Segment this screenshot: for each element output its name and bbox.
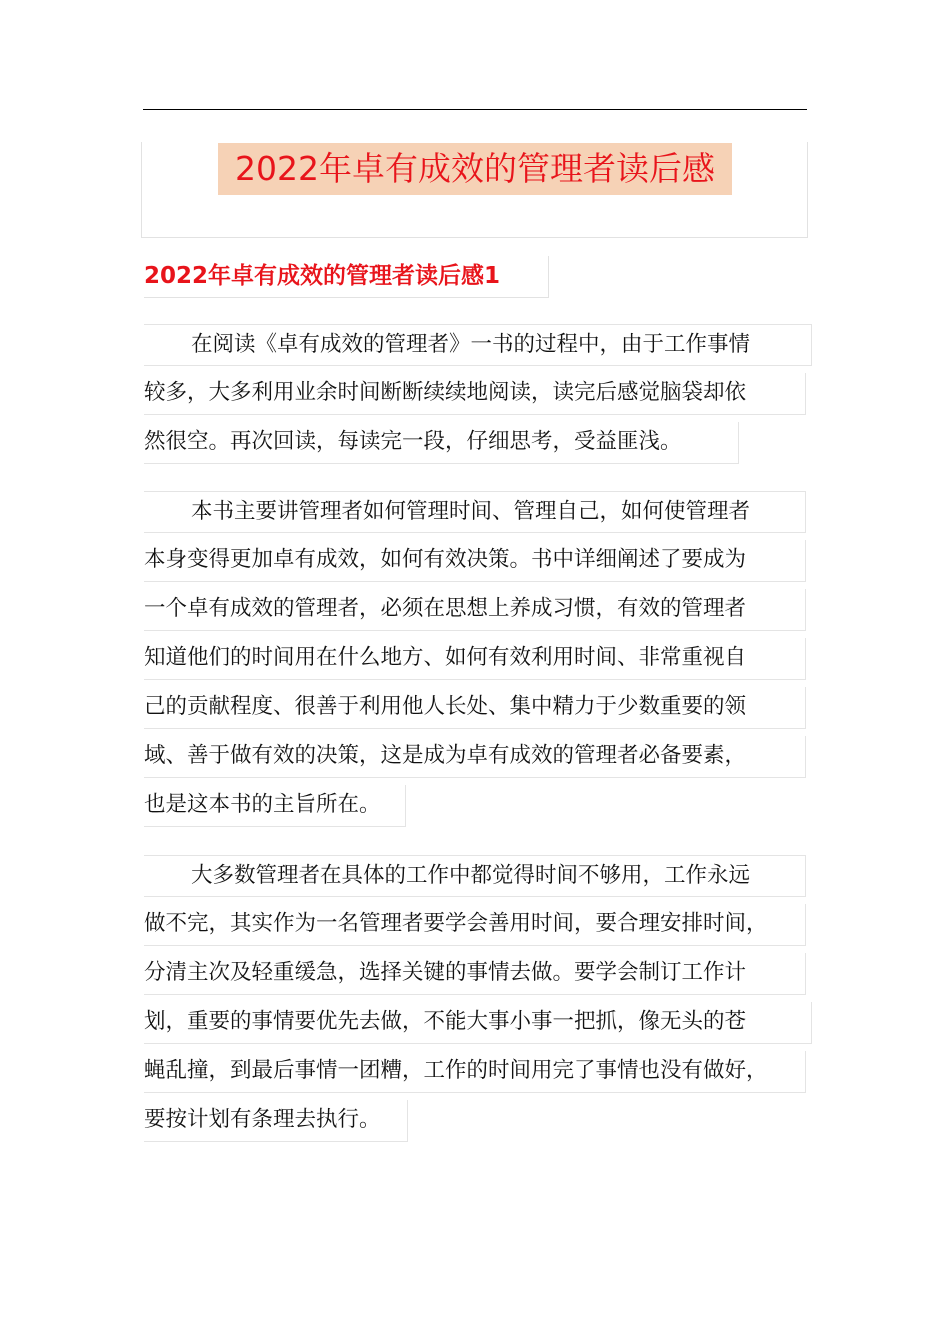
document-title: 2022年卓有成效的管理者读后感	[218, 143, 732, 195]
paragraph-3-line-3: 分清主次及轻重缓急，选择关键的事情去做。要学会制订工作计	[144, 953, 806, 995]
paragraph-3-line-1: 大多数管理者在具体的工作中都觉得时间不够用，工作永远	[144, 855, 806, 897]
paragraph-2-line-2: 本身变得更加卓有成效，如何有效决策。书中详细阐述了要成为	[144, 540, 806, 582]
paragraph-1-line-1: 在阅读《卓有成效的管理者》一书的过程中，由于工作事情	[144, 324, 812, 366]
paragraph-1-line-3: 然很空。再次回读，每读完一段，仔细思考，受益匪浅。	[144, 422, 739, 464]
header-rule	[143, 109, 807, 110]
paragraph-2-line-3: 一个卓有成效的管理者，必须在思想上养成习惯，有效的管理者	[144, 589, 806, 631]
paragraph-3-line-6: 要按计划有条理去执行。	[144, 1100, 408, 1142]
paragraph-1-line-2: 较多，大多利用业余时间断断续续地阅读，读完后感觉脑袋却依	[144, 373, 806, 415]
paragraph-3-line-5: 蝇乱撞，到最后事情一团糟，工作的时间用完了事情也没有做好，	[144, 1051, 806, 1093]
section-heading: 2022年卓有成效的管理者读后感1	[144, 256, 549, 298]
paragraph-2-line-6: 域、善于做有效的决策，这是成为卓有成效的管理者必备要素，	[144, 736, 806, 778]
paragraph-3-line-2: 做不完，其实作为一名管理者要学会善用时间，要合理安排时间，	[144, 904, 806, 946]
paragraph-3-line-4: 划，重要的事情要优先去做，不能大事小事一把抓，像无头的苍	[144, 1002, 812, 1044]
paragraph-2-line-5: 己的贡献程度、很善于利用他人长处、集中精力于少数重要的领	[144, 687, 806, 729]
paragraph-2-line-4: 知道他们的时间用在什么地方、如何有效利用时间、非常重视自	[144, 638, 806, 680]
paragraph-2-line-1: 本书主要讲管理者如何管理时间、管理自己，如何使管理者	[144, 491, 806, 533]
paragraph-2-line-7: 也是这本书的主旨所在。	[144, 785, 406, 827]
